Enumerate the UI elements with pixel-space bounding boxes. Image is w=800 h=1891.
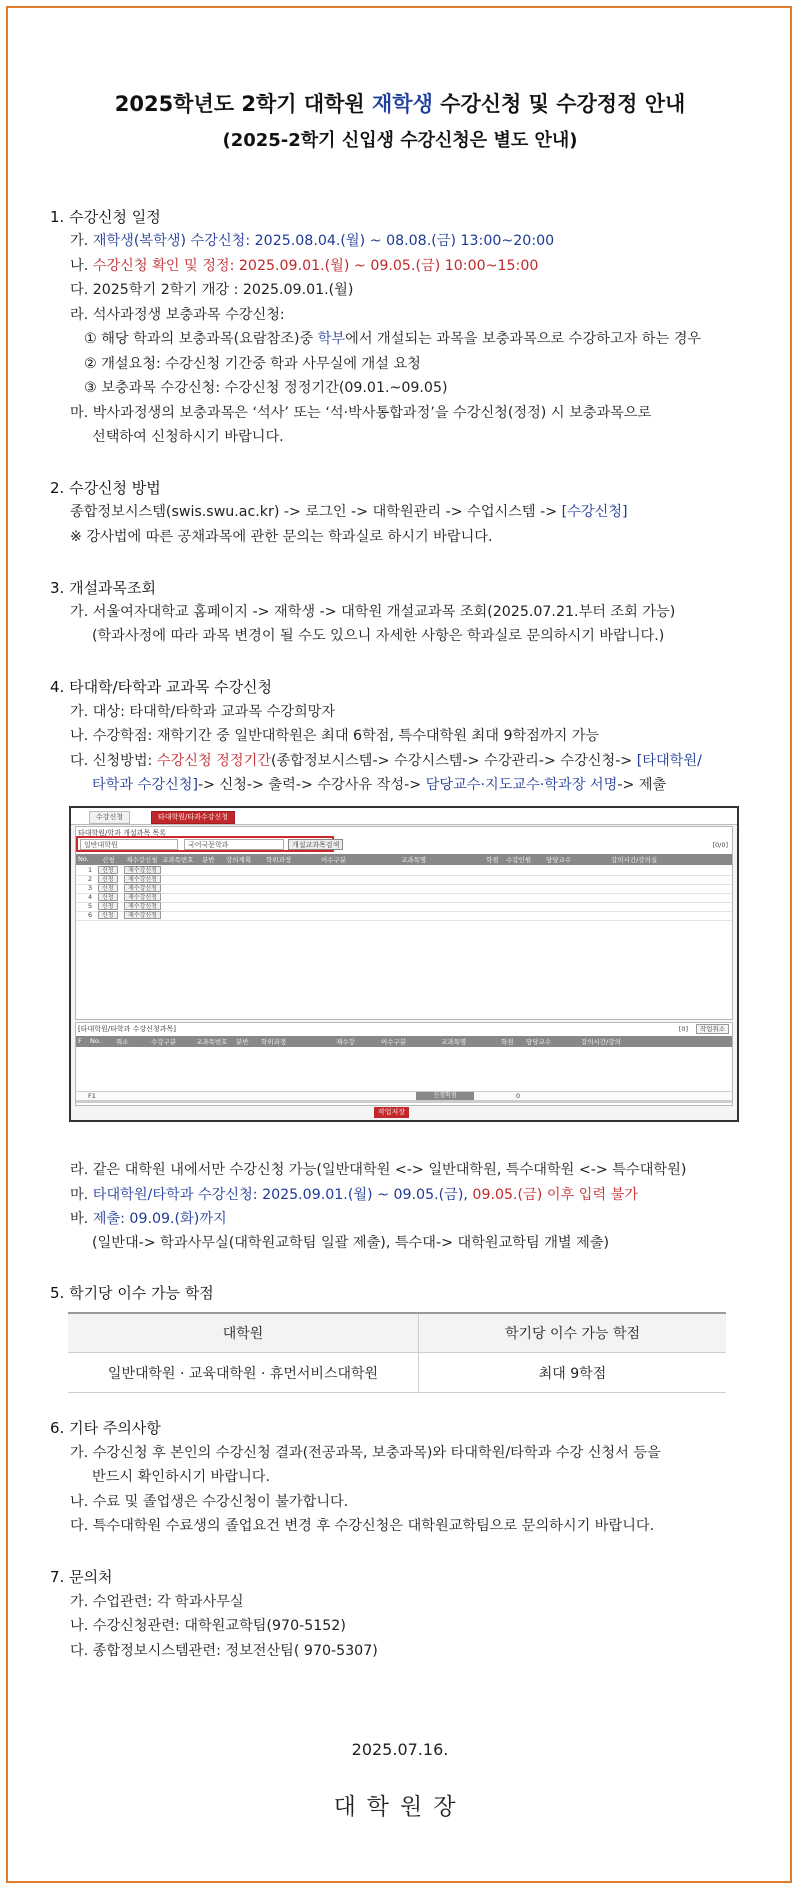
col-course-no: 교과목번호 (162, 856, 194, 864)
apply-button[interactable]: 신청 (98, 884, 118, 892)
col-degree: 학위과정 (261, 1038, 287, 1046)
col-enrolled: 수강인원 (506, 856, 532, 864)
s1-ga: 가. 재학생(복학생) 수강신청: 2025.08.04.(월) ~ 08.08.(금) 13:00~20:00 (70, 233, 555, 249)
col-time-room: 강의시간/강의실 (611, 856, 658, 864)
credit-table (68, 1312, 726, 1393)
retake-button[interactable]: 재수강신청 (124, 893, 161, 901)
open-courses-title: 타대학원/학과 개설과목 목록 (78, 829, 166, 837)
col-credit: 학점 (501, 1038, 514, 1046)
table-row (68, 1353, 726, 1393)
s4-ba-2: (일반대-> 학과사무실(대학원교학팀 일괄 제출), 특수대-> 대학원교학팀 개별 제출) (92, 1235, 610, 1251)
col-retake: 재수강신청 (126, 856, 158, 864)
section-2-heading: 2. 수강신청 방법 (50, 479, 161, 497)
grid1-header (76, 854, 732, 865)
retake-button[interactable]: 재수강신청 (124, 875, 161, 883)
retake-button[interactable]: 재수강신청 (124, 884, 161, 892)
apply-button[interactable]: 신청 (98, 911, 118, 919)
retake-button[interactable]: 재수강신청 (124, 866, 161, 874)
col-course-name: 교과목명 (401, 856, 427, 864)
s3-ga: 가. 서울여자대학교 홈페이지 -> 재학생 -> 대학원 개설교과목 조회(2025.07.21.부터 조회 가능) (70, 604, 676, 620)
application-screenshot (69, 806, 739, 1122)
section-6-heading: 6. 기타 주의사항 (50, 1419, 161, 1437)
title-highlight: 재학생 (372, 92, 433, 116)
s6-ga-2: 반드시 확인하시기 바랍니다. (92, 1469, 270, 1485)
col-professor: 담당교수 (546, 856, 572, 864)
col-no: No. (78, 855, 89, 863)
s6-ga-1: 가. 수강신청 후 본인의 수강신청 결과(전공과목, 보충과목)와 타대학원/타학과 수강 신청서 등을 (70, 1445, 661, 1461)
col-reg-type: 수강구분 (151, 1038, 177, 1046)
s1-na: 나. 수강신청 확인 및 정정: 2025.09.01.(월) ~ 09.05.(금) 10:00~15:00 (70, 258, 539, 274)
s7-na: 나. 수강신청관련: 대학원교학팀(970-5152) (70, 1618, 346, 1634)
s1-ra-1: ① 해당 학과의 보충과목(요람참조)중 학부에서 개설되는 과목을 보충과목으로 수강하고자 하는 경우 (84, 331, 702, 347)
section-3-heading: 3. 개설과목조회 (50, 579, 157, 597)
cell-max-credits: 최대 9학점 (419, 1353, 727, 1393)
section-4-heading: 4. 타대학/타학과 교과목 수강신청 (50, 678, 273, 696)
s1-ra-3: ③ 보충과목 수강신청: 수강신청 정정기간(09.01.~09.05) (84, 380, 448, 396)
apply-button[interactable]: 신청 (98, 866, 118, 874)
tab-other-dept-registration[interactable]: 타대학원/타과수강신청 (151, 811, 235, 824)
retake-button[interactable]: 재수강신청 (124, 902, 161, 910)
s7-da: 다. 종합정보시스템관련: 정보전산팀( 970-5307) (70, 1643, 378, 1659)
section-5-heading: 5. 학기당 이수 가능 학점 (50, 1284, 214, 1302)
save-work-button[interactable]: 작업저장 (374, 1107, 409, 1118)
header-graduate-school: 대학원 (68, 1313, 419, 1353)
s4-ga: 가. 대상: 타대학/타학과 교과목 수강희망자 (70, 704, 336, 720)
s1-ra: 라. 석사과정생 보충과목 수강신청: (70, 307, 285, 323)
s3-ga-2: (학과사정에 따라 과목 변경이 될 수도 있으니 자세한 사항은 학과실로 문의하시기 바랍니다.) (92, 628, 665, 644)
s6-da: 다. 특수대학원 수료생의 졸업요건 변경 후 수강신청은 대학원교학팀으로 문의하시기 바랍니다. (70, 1518, 655, 1534)
credit-value: 0 (516, 1092, 521, 1100)
search-courses-button[interactable]: 개설교과목검색 (288, 839, 343, 850)
s4-ra: 라. 같은 대학원 내에서만 수강신청 가능(일반대학원 <-> 일반대학원, 특수대학원 <-> 특수대학원) (70, 1162, 687, 1178)
result-count: [0/0] (712, 841, 728, 849)
credit-label: 신청학점 (416, 1092, 474, 1100)
table-row: 6 신청 재수강신청 (76, 911, 732, 921)
tab-course-registration[interactable]: 수강신청 (89, 811, 130, 824)
retake-button[interactable]: 재수강신청 (124, 911, 161, 919)
page-subtitle: (2025-2학기 신입생 수강신청은 별도 안내) (222, 130, 578, 151)
open-courses-panel (75, 826, 733, 1020)
table-header-row (68, 1313, 726, 1353)
col-type: 이수구분 (321, 856, 347, 864)
header-max-credits: 학기당 이수 가능 학점 (419, 1313, 727, 1353)
s4-da-2: 타학과 수강신청]-> 신청-> 출력-> 수강사유 작성-> 담당교수·지도교수·학과장 서명-> 제출 (92, 777, 667, 793)
s1-ma-1: 마. 박사과정생의 보충과목은 ‘석사’ 또는 ‘석·박사통합과정’을 수강신청(정정) 시 보충과목으로 (70, 405, 652, 421)
apply-button[interactable]: 신청 (98, 902, 118, 910)
col-type: 이수구분 (381, 1038, 407, 1046)
screenshot-tabbar (71, 808, 737, 825)
applied-courses-panel (75, 1022, 733, 1106)
s4-na: 나. 수강학점: 재학기간 중 일반대학원은 최대 6학점, 특수대학원 최대 9학점까지 가능 (70, 728, 600, 744)
department-select[interactable]: 국어국문학과 (184, 839, 284, 850)
col-apply: 신청 (102, 856, 115, 864)
apply-button[interactable]: 신청 (98, 875, 118, 883)
col-course-no: 교과목번호 (196, 1038, 228, 1046)
cancel-work-button[interactable]: 작업취소 (696, 1024, 729, 1034)
section-1-heading: 1. 수강신청 일정 (50, 208, 161, 226)
col-cancel: 취소 (116, 1038, 129, 1046)
s2-line1: 종합정보시스템(swis.swu.ac.kr) -> 로그인 -> 대학원관리 -> 수업시스템 -> [수강신청] (70, 504, 628, 520)
table-row: 5 신청 재수강신청 (76, 902, 732, 912)
s6-na: 나. 수료 및 졸업생은 수강신청이 불가합니다. (70, 1494, 349, 1510)
s1-ma-2: 선택하여 신청하시기 바랍니다. (92, 429, 284, 445)
graduate-school-select[interactable]: 일반대학원 (80, 839, 178, 850)
table-row: 4 신청 재수강신청 (76, 893, 732, 903)
col-degree: 학위과정 (266, 856, 292, 864)
table-row: 1 신청 재수강신청 (76, 866, 732, 876)
page-title: 2025학년도 2학기 대학원 재학생 수강신청 및 수강정정 안내 (114, 92, 686, 116)
summary-label: F1 (88, 1092, 96, 1100)
col-retake: 재수강 (336, 1038, 355, 1046)
applied-count: [0] (678, 1025, 688, 1033)
col-flag: F (78, 1037, 82, 1045)
issue-date: 2025.07.16. (351, 1740, 449, 1759)
s2-note: ※ 강사법에 따른 공채과목에 관한 문의는 학과실로 하시기 바랍니다. (70, 529, 493, 545)
col-section: 분반 (202, 856, 215, 864)
s4-ma: 마. 타대학원/타학과 수강신청: 2025.09.01.(월) ~ 09.05.(금), 09.05.(금) 이후 입력 불가 (70, 1187, 639, 1203)
s1-ra-2: ② 개설요청: 수강신청 기간중 학과 사무실에 개설 요청 (84, 356, 421, 372)
horizontal-scrollbar[interactable] (76, 1100, 732, 1103)
s7-ga: 가. 수업관련: 각 학과사무실 (70, 1594, 244, 1610)
apply-button[interactable]: 신청 (98, 893, 118, 901)
summary-row (76, 1091, 732, 1100)
table-row: 3 신청 재수강신청 (76, 884, 732, 894)
signature: 대학원장 (333, 1794, 467, 1820)
s1-da: 다. 2025학기 2학기 개강 : 2025.09.01.(월) (70, 282, 354, 298)
col-course-name: 교과목명 (441, 1038, 467, 1046)
col-no: No. (90, 1037, 101, 1045)
col-syllabus: 강의계획 (226, 856, 252, 864)
col-time-room: 강의시간/강의 (581, 1038, 621, 1046)
s4-da: 다. 신청방법: 수강신청 정정기간(종합정보시스템-> 수강시스템-> 수강관리-> 수강신청-> [타대학원/ (70, 753, 702, 769)
col-credit: 학점 (486, 856, 499, 864)
col-professor: 담당교수 (526, 1038, 552, 1046)
grid2-header (76, 1036, 732, 1047)
section-7-heading: 7. 문의처 (50, 1568, 113, 1586)
table-row: 2 신청 재수강신청 (76, 875, 732, 885)
applied-courses-title: [타대학원/타학과 수강신청과목] (78, 1025, 176, 1033)
cell-graduate-schools: 일반대학원 · 교육대학원 · 휴먼서비스대학원 (68, 1353, 419, 1393)
col-section: 분반 (236, 1038, 249, 1046)
s4-ba: 바. 제출: 09.09.(화)까지 (70, 1211, 227, 1227)
